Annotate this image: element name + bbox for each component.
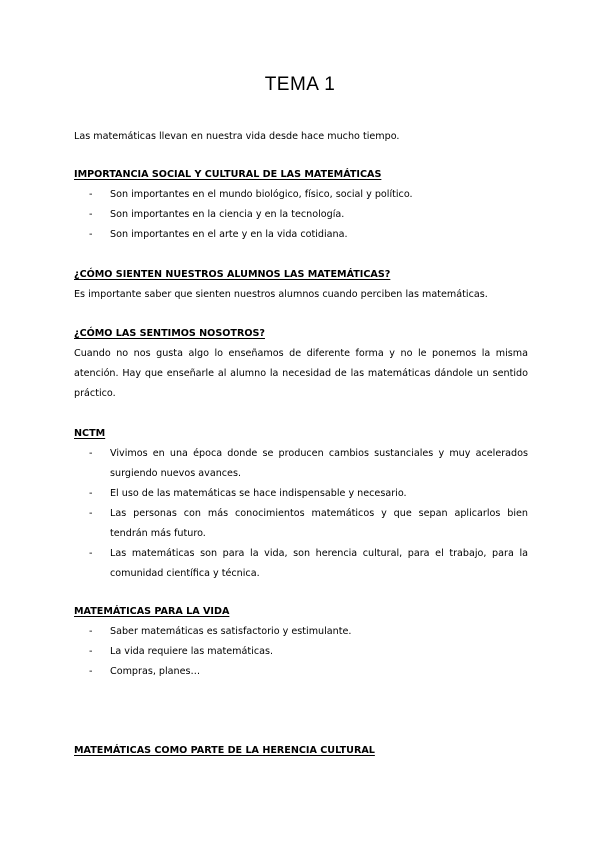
section-heading: ¿CÓMO LAS SENTIMOS NOSOTROS? (74, 328, 265, 339)
section-como-sienten (74, 265, 528, 305)
list-item: - La vida requiere las matemáticas. (74, 642, 528, 662)
section-nctm (74, 424, 528, 584)
section-para-la-vida (74, 602, 528, 682)
section-herencia-cultural (74, 741, 528, 761)
section-importancia (74, 165, 528, 245)
section-heading: NCTM (74, 428, 106, 439)
section-heading: ¿CÓMO SIENTEN NUESTROS ALUMNOS LAS MATEMÁTICAS? (74, 269, 391, 280)
section-paragraph: Cuando no nos gusta algo lo enseñamos de diferente forma y no le ponemos la misma atención. Hay que enseñarle al alumno la necesidad de las matemáticas dándole un sentido práctico. (74, 348, 528, 399)
intro-paragraph: Las matemáticas llevan en nuestra vida desde hace mucho tiempo. (74, 131, 400, 142)
section-como-sentimos (74, 324, 528, 404)
list-item: - Son importantes en la ciencia y en la tecnología. (74, 205, 528, 225)
section-heading: MATEMÁTICAS COMO PARTE DE LA HERENCIA CULTURAL (74, 745, 375, 756)
list-item: - Son importantes en el mundo biológico, físico, social y político. (74, 185, 528, 205)
bullet-list (74, 444, 528, 584)
section-paragraph: Es importante saber que sienten nuestros alumnos cuando perciben las matemáticas. (74, 289, 488, 300)
list-item: - El uso de las matemáticas se hace indispensable y necesario. (74, 484, 528, 504)
list-item: - Compras, planes… (74, 662, 528, 682)
list-item: - Son importantes en el arte y en la vida cotidiana. (74, 225, 528, 245)
section-heading: IMPORTANCIA SOCIAL Y CULTURAL DE LAS MATEMÁTICAS (74, 169, 382, 180)
page-title: TEMA 1 (264, 74, 336, 95)
list-item: - Las personas con más conocimientos matemáticos y que sepan aplicarlos bien tendrán más futuro. (74, 504, 528, 544)
list-item: - Vivimos en una época donde se producen cambios sustanciales y muy acelerados surgiendo nuevos avances. (74, 444, 528, 484)
section-heading: MATEMÁTICAS PARA LA VIDA (74, 606, 230, 617)
list-item: - Saber matemáticas es satisfactorio y estimulante. (74, 622, 528, 642)
bullet-list (74, 622, 528, 682)
list-item: - Las matemáticas son para la vida, son herencia cultural, para el trabajo, para la comunidad científica y técnica. (74, 544, 528, 584)
bullet-list (74, 185, 528, 245)
